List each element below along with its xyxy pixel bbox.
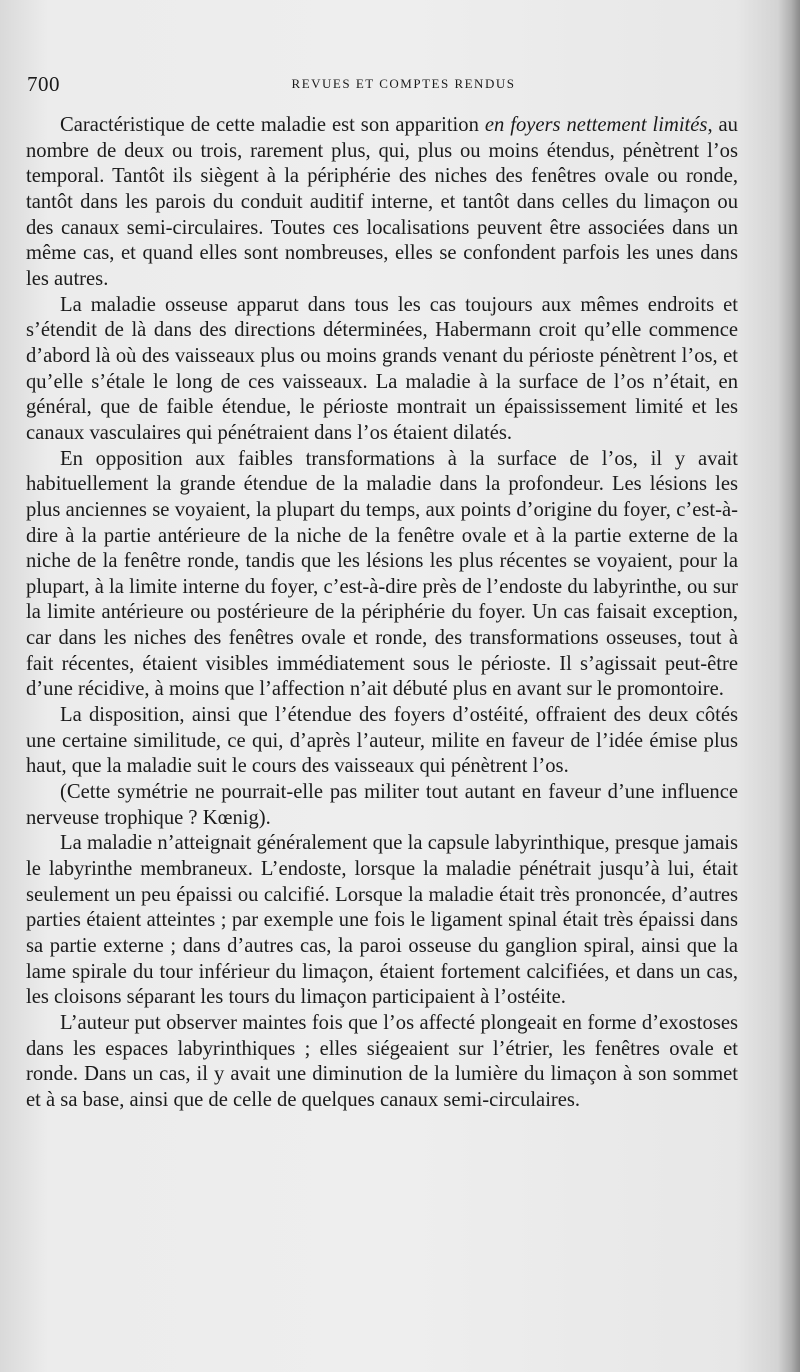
paragraph-text-before: Caractéristique de cette maladie est son apparition bbox=[60, 114, 485, 136]
paragraph: (Cette symétrie ne pourrait-elle pas militer tout autant en faveur d’une influence nerveuse trophique ? Kœnig). bbox=[26, 781, 738, 829]
running-head: REVUES ET COMPTES RENDUS bbox=[291, 76, 516, 91]
page-header bbox=[27, 72, 760, 102]
article-body bbox=[26, 113, 738, 1114]
page-number: 700 bbox=[27, 72, 60, 96]
binding-shadow bbox=[778, 0, 800, 1372]
paragraph: La maladie osseuse apparut dans tous les cas toujours aux mêmes endroits et s’étendit de là dans des directions déterminées, Habermann croit qu’elle commence d’abord là où des vaisseaux plus ou moins grands venant du périoste pénètrent l’os, et qu’elle s’étale le long de ces vaisseaux. La maladie à la surface de l’os n’était, en général, que de faible étendue, le périoste montrait un épaississement limité et les canaux vasculaires qui pénétraient dans l’os étaient dilatés. bbox=[26, 293, 738, 444]
paragraph: La maladie n’atteignait généralement que la capsule labyrinthique, presque jamais le labyrinthe membraneux. L’endoste, lorsque la maladie pénétrait jusqu’à lui, était seulement un peu épaissi ou calcifié. Lorsque la maladie était très prononcée, d’autres parties étaient atteintes ; par exemple une fois le ligament spinal était très épaissi dans sa partie externe ; dans d’autres cas, la paroi osseuse du ganglion spiral, ainsi que la lame spirale du tour inférieur du limaçon, étaient fortement calcifiées, et dans un cas, les cloisons séparant les tours du limaçon participaient à l’ostéite. bbox=[26, 832, 738, 1009]
paragraph: L’auteur put observer maintes fois que l’os affecté plongeait en forme d’exostoses dans les espaces labyrinthiques ; elles siégeaient sur l’étrier, les fenêtres ovale et ronde. Dans un cas, il y avait une diminution de la lumière du limaçon à son sommet et à sa base, ainsi que de celle de quelques canaux semi-circulaires. bbox=[26, 1011, 738, 1111]
paragraph-text-after: , au nombre de deux ou trois, rarement plus, qui, plus ou moins étendus, pénètrent l’os temporal. Tantôt ils siègent à la périphérie des niches des fenêtres ovale ou ronde, tantôt dans les parois du conduit auditif interne, et tantôt dans celles du limaçon ou des canaux semi-circulaires. Toutes ces localisations peuvent être associées dans un même cas, et quand elles sont nombreuses, elles se confondent parfois les unes dans les autres. bbox=[26, 114, 738, 290]
paragraph: En opposition aux faibles transformations à la surface de l’os, il y avait habituellement la grande étendue de la maladie dans la profondeur. Les lésions les plus anciennes se voyaient, la plupart du temps, aux points d’origine du foyer, c’est-à-dire à la partie antérieure de la niche de la fenêtre ovale et à la partie externe de la niche de la fenêtre ronde, tandis que les lésions les plus récentes se voyaient, pour la plupart, à la limite interne du foyer, c’est-à-dire près de l’endoste du labyrinthe, ou sur la limite antérieure ou postérieure de la périphérie du foyer. Un cas faisait exception, car dans les niches des fenêtres ovale et ronde, des transformations osseuses, tout à fait récentes, étaient visibles immédiatement sous le périoste. Il s’agissait peut-être d’une récidive, à moins que l’affection n’ait débuté plus en avant sur le promontoire. bbox=[26, 447, 738, 701]
paragraph bbox=[26, 113, 738, 293]
paragraph: La disposition, ainsi que l’étendue des foyers d’ostéité, offraient des deux côtés une certaine similitude, ce qui, d’après l’auteur, milite en faveur de l’idée émise plus haut, que la maladie suit le cours des vaisseaux qui pénètrent l’os. bbox=[26, 704, 738, 778]
emphasized-text: en foyers nettement limités bbox=[484, 114, 708, 136]
